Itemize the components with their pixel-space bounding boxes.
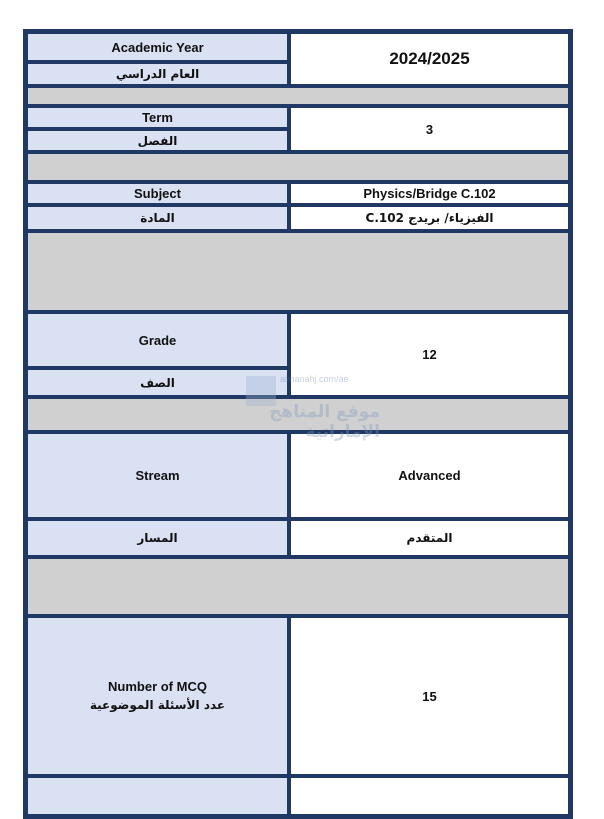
subject-label-ar: المادة [26,205,289,231]
grade-label: Grade [26,312,289,368]
separator-row [26,557,570,616]
term-label-ar: الفصل [26,129,289,152]
watermark-url: almanahj.com/ae [280,374,349,384]
mcq-label [26,616,289,776]
next-row-value [289,776,570,816]
academic-year-value: 2024/2025 [289,32,570,86]
subject-label: Subject [26,182,289,205]
stream-value: Advanced [289,432,570,519]
stream-value-ar: المتقدم [289,519,570,557]
mcq-label-en: Number of MCQ [108,679,207,694]
separator-row [26,231,570,312]
separator-row [26,397,570,432]
grade-label-ar: الصف [26,368,289,397]
mcq-label-ar: عدد الأسئلة الموضوعية [89,698,226,712]
next-row-label [26,776,289,816]
separator-row [26,86,570,106]
stream-label: Stream [26,432,289,519]
subject-value: Physics/Bridge C.102 [289,182,570,205]
info-sheet [23,29,573,819]
watermark-name: موقع المناهج الإماراتية [269,402,380,442]
term-label: Term [26,106,289,129]
subject-value-ar: الفيزياء/ بريدج C.102 [289,205,570,231]
stream-label-ar: المسار [26,519,289,557]
grade-value: 12 [289,312,570,397]
academic-year-label: Academic Year [26,32,289,62]
mcq-value: 15 [289,616,570,776]
separator-row [26,152,570,182]
term-value: 3 [289,106,570,152]
academic-year-label-ar: العام الدراسي [26,62,289,86]
